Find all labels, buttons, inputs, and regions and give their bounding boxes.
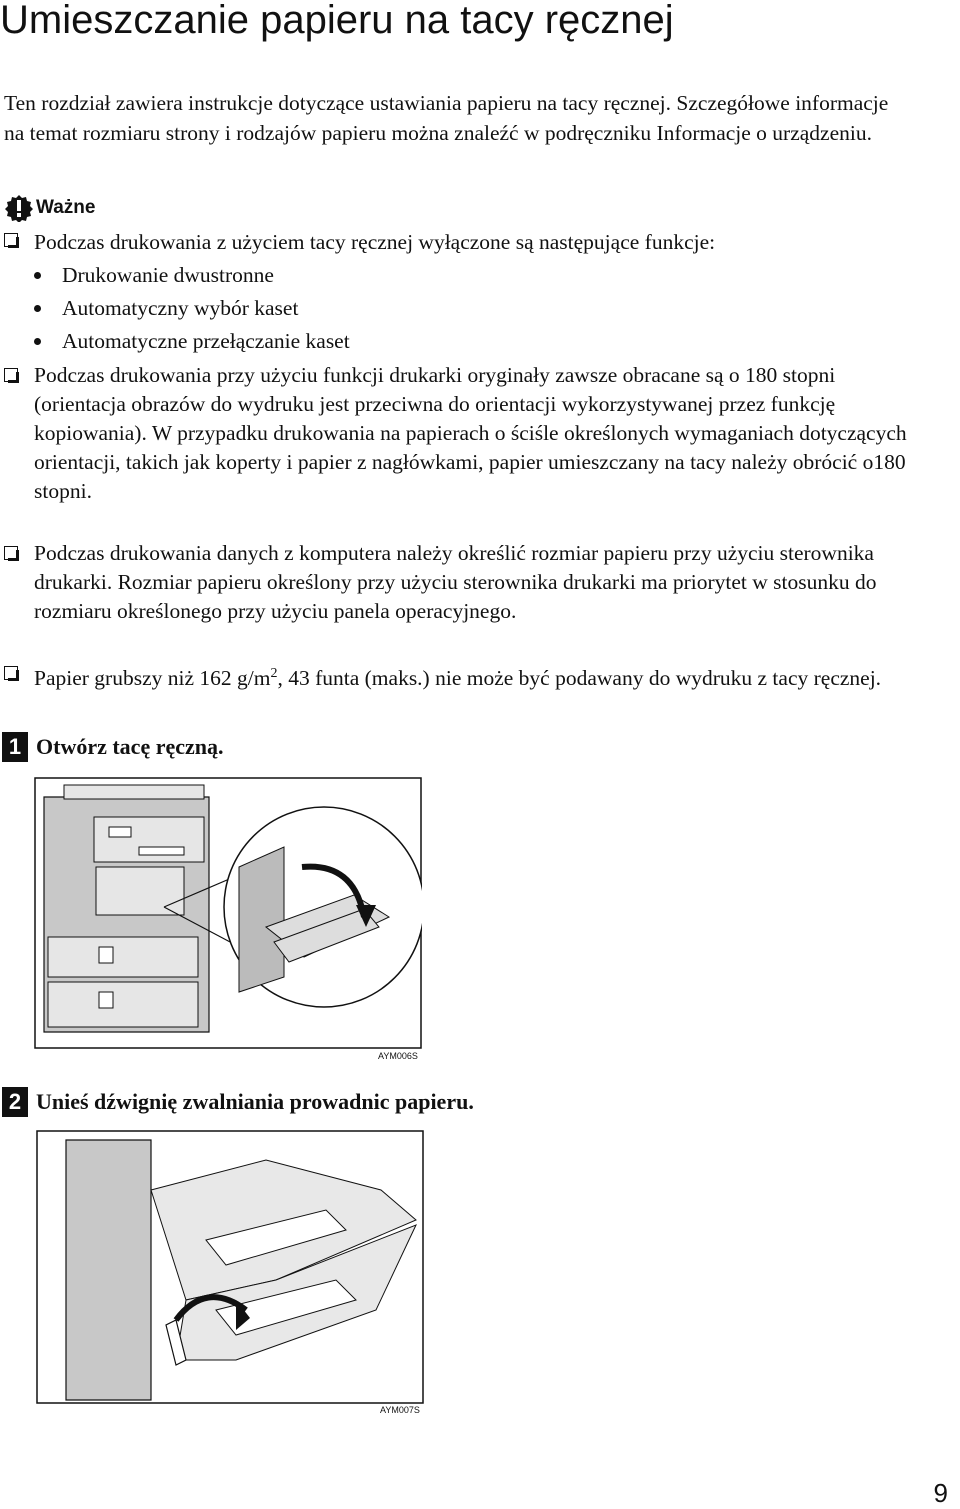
important-item-1: Podczas drukowania z użyciem tacy ręcznej wyłączone są następujące funkcje: <box>34 230 716 254</box>
step-number: 2 <box>2 1087 28 1117</box>
step-1 <box>2 730 224 764</box>
step-text: Otwórz tacę ręczną. <box>36 734 224 759</box>
superscript: 2 <box>270 666 278 681</box>
important-item-2: Podczas drukowania przy użyciu funkcji drukarki oryginały zawsze obracane są o 180 stopni (orientacja obrazów do wydruku jest przeciwna do orientacji wykorzystywanej przez funkcję kopiowania). W przypadku drukowania na papierach o ściśle określonych wymaganiach dotyczących orientacji, takich jak koperty i papier z nagłówkami, papier umieszczany na tacy należy obrócić o180 stopni. <box>34 363 907 503</box>
figure-label: AYM006S <box>378 1051 418 1061</box>
checkbox-bullet-icon <box>4 368 18 382</box>
release-lever-illustration <box>36 1130 424 1404</box>
figure-label: AYM007S <box>380 1405 420 1415</box>
list-item-text: Automatyczny wybór kaset <box>62 296 299 320</box>
step-2 <box>2 1085 474 1119</box>
open-bypass-tray-illustration <box>34 777 422 1049</box>
list-item <box>34 325 350 357</box>
checkbox-bullet-icon <box>4 233 18 247</box>
list-item <box>34 292 298 324</box>
bullet-icon <box>34 338 41 345</box>
page-title: Umieszczanie papieru na tacy ręcznej <box>0 0 674 42</box>
bullet-icon <box>34 272 41 279</box>
important-icon <box>4 194 34 222</box>
page-number: 9 <box>933 1478 948 1508</box>
important-label: Ważne <box>36 197 96 218</box>
intro-paragraph: Ten rozdział zawiera instrukcje dotyczące ustawiania papieru na tacy ręcznej. Szczegółowe informacje na temat rozmiaru strony i rodzajów papieru można znaleźć w podręczniku Informacje o urządzeniu. <box>4 91 889 145</box>
important-item-4: Papier grubszy niż 162 $g/m^2$, 43 funta (maks.) nie może być podawany do wydruku z tacy ręcznej. <box>34 666 882 691</box>
step-number: 1 <box>2 732 28 762</box>
bullet-icon <box>34 305 41 312</box>
checkbox-bullet-icon <box>4 546 18 560</box>
step-text: Unieś dźwignię zwalniania prowadnic papieru. <box>36 1089 474 1114</box>
checkbox-bullet-icon <box>4 666 18 680</box>
list-item <box>34 259 274 291</box>
important-item-3: Podczas drukowania danych z komputera należy określić rozmiar papieru przy użyciu sterownika drukarki. Rozmiar papieru określony przy użyciu sterownika drukarki ma priorytet w stosunku do rozmiaru określonego przy użyciu panela operacyjnego. <box>34 541 877 623</box>
list-item-text: Automatyczne przełączanie kaset <box>62 329 350 353</box>
important-heading <box>4 192 95 224</box>
list-item-text: Drukowanie dwustronne <box>62 263 274 287</box>
